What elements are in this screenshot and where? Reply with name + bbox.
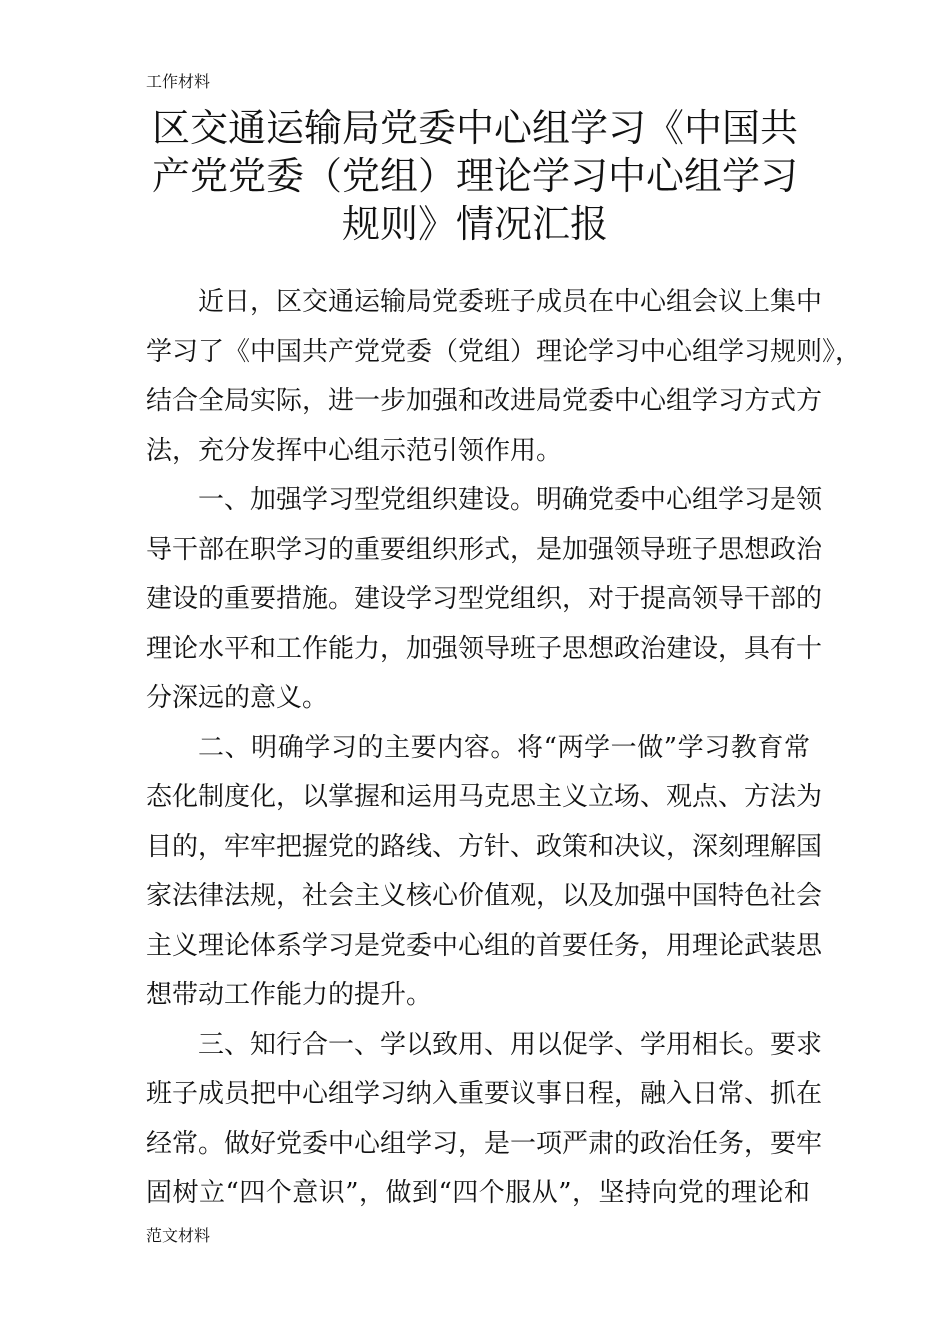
text-line: 经常。做好党委中心组学习，是一项严肃的政治任务，要牢 (146, 1128, 823, 1159)
text-line: 二、明确学习的主要内容。将“两学一做”学习教育常 (198, 732, 810, 763)
text-line: 一、加强学习型党组织建设。明确党委中心组学习是领 (198, 485, 823, 515)
text-line: 法，充分发挥中心组示范引领作用。 (146, 435, 563, 466)
text-line: 结合全局实际，进一步加强和改进局党委中心组学习方式方 (146, 386, 823, 416)
paragraph-section-3 (146, 1021, 823, 1219)
text-line: 固树立“四个意识”，做到“四个服从”，坚持向党的理论和 (146, 1178, 810, 1208)
document-title (130, 104, 820, 248)
text-line: 想带动工作能力的提升。 (146, 980, 433, 1010)
title-line: 产党党委（党组）理论学习中心组学习 (151, 154, 798, 198)
text-line: 近日，区交通运输局党委班子成员在中心组会议上集中 (198, 287, 823, 317)
text-line: 目的，牢牢把握党的路线、方针、政策和决议，深刻理解国 (146, 831, 823, 862)
text-line: 分深远的意义。 (146, 683, 329, 713)
paragraph-section-1 (146, 476, 823, 724)
text-line: 态化制度化，以掌握和运用马克思主义立场、观点、方法为 (146, 782, 823, 812)
text-line: 导干部在职学习的重要组织形式，是加强领导班子思想政治 (146, 534, 823, 565)
page-footer: 范文材料 (146, 1226, 211, 1245)
text-line: 班子成员把中心组学习纳入重要议事日程，融入日常、抓在 (146, 1079, 823, 1109)
text-line: 理论水平和工作能力，加强领导班子思想政治建设，具有十 (146, 633, 823, 664)
page-header: 工作材料 (146, 72, 211, 91)
title-line: 区交通运输局党委中心组学习《中国共 (151, 106, 798, 150)
text-line: 学习了《中国共产党党委（党组）理论学习中心组学习规则》， (146, 336, 862, 367)
text-line: 家法律法规，社会主义核心价值观，以及加强中国特色社会 (146, 881, 823, 911)
text-line: 建设的重要措施。建设学习型党组织，对于提高领导干部的 (146, 584, 823, 614)
document-body (146, 278, 862, 1219)
title-line: 规则》情况汇报 (341, 202, 608, 246)
text-line: 三、知行合一、学以致用、用以促学、学用相长。要求 (198, 1029, 823, 1060)
paragraph-intro (146, 278, 862, 476)
paragraph-section-2 (146, 724, 823, 1021)
text-line: 主义理论体系学习是党委中心组的首要任务，用理论武装思 (146, 930, 823, 961)
